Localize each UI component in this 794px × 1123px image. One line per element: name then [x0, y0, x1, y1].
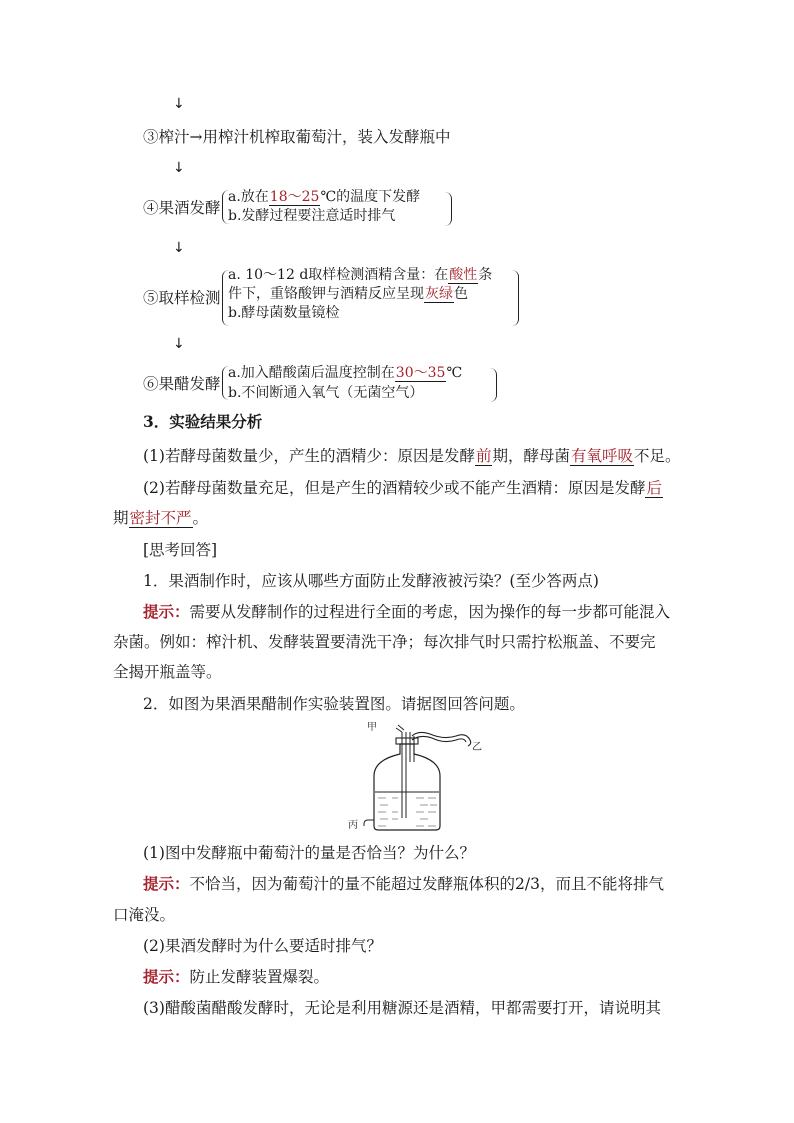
- question-1: 1．果酒制作时，应该从哪些方面防止发酵液被污染？(至少答两点): [143, 572, 599, 590]
- answer-2-1-line-1: 提示：不恰当，因为葡萄汁的量不能超过发酵瓶体积的2/3，而且不能将排气: [143, 874, 664, 893]
- right-brace: [445, 192, 452, 226]
- flow-arrow-3: ↓: [173, 240, 185, 256]
- flow-step-4-a: a.放在18～25℃的温度下发酵: [228, 189, 421, 205]
- highlight-acid: 酸性: [449, 267, 478, 283]
- think-heading: [思考回答]: [143, 541, 218, 559]
- flow-step-4-label: ④果酒发酵: [143, 199, 221, 217]
- question-2: 2．如图为果酒果醋制作实验装置图。请据图回答问题。: [143, 695, 525, 713]
- result-paragraph-2-line-1: (2)若酵母菌数量充足，但是产生的酒精较少或不能产生酒精：原因是发酵后: [143, 479, 662, 497]
- flow-arrow-1: ↓: [173, 96, 185, 112]
- highlight-temp: 18～25: [269, 189, 320, 205]
- flow-arrow-2: ↓: [173, 160, 185, 176]
- answer-1-line-3: 全揭开瓶盖等。: [113, 663, 222, 681]
- flow-step-6-a: a.加入醋酸菌后温度控制在30～35℃: [228, 365, 463, 381]
- flow-step-5-b: b.酵母菌数量镜检: [228, 305, 340, 321]
- label-yi: 乙: [472, 742, 482, 753]
- flow-step-5-label: ⑤取样检测: [143, 289, 221, 307]
- section-heading: 3．实验结果分析: [143, 412, 263, 431]
- flow-arrow-4: ↓: [173, 336, 185, 352]
- question-2-1: (1)图中发酵瓶中葡萄汁的量是否恰当？为什么？: [143, 844, 475, 862]
- result-paragraph-1: (1)若酵母菌数量少，产生的酒精少：原因是发酵前期，酵母菌有氧呼吸不足。: [143, 447, 681, 465]
- answer-1-line-1: 提示：需要从发酵制作的过程进行全面的考虑，因为操作的每一步都可能混入: [143, 602, 671, 621]
- label-bing: 丙: [348, 820, 358, 831]
- flow-step-5-a2: 件下，重铬酸钾与酒精反应呈现灰绿色: [228, 286, 468, 302]
- hint-label: 提示：: [143, 967, 190, 986]
- result-paragraph-2-line-2: 期密封不严。: [113, 509, 209, 527]
- hint-label: 提示：: [143, 602, 190, 621]
- answer-2-1-line-2: 口淹没。: [113, 906, 176, 924]
- hint-label: 提示：: [143, 874, 190, 893]
- fermentation-apparatus-figure: [340, 722, 510, 834]
- flow-step-3: ③榨汁→用榨汁机榨取葡萄汁，装入发酵瓶中: [143, 128, 451, 146]
- answer-2-2: 提示：防止发酵装置爆裂。: [143, 967, 330, 986]
- answer-1-line-2: 杂菌。例如：榨汁机、发酵装置要清洗干净；每次排气时只需拧松瓶盖、不要完: [113, 633, 656, 651]
- question-2-2: (2)果酒发酵时为什么要适时排气？: [143, 937, 382, 955]
- highlight-color: 灰绿: [425, 286, 453, 302]
- label-jia: 甲: [367, 722, 377, 733]
- question-2-3: (3)醋酸菌醋酸发酵时，无论是利用糖源还是酒精，甲都需要打开，请说明其: [143, 999, 661, 1017]
- right-brace: [490, 368, 497, 402]
- flow-step-5-a: a. 10～12 d取样检测酒精含量：在酸性条: [228, 267, 493, 283]
- flow-step-6-b: b.不间断通入氧气（无菌空气）: [228, 385, 424, 401]
- highlight-temp: 30～35: [395, 365, 446, 381]
- flow-step-6-label: ⑥果醋发酵: [143, 375, 221, 393]
- flow-step-4-b: b.发酵过程要注意适时排气: [228, 208, 396, 224]
- right-brace: [512, 270, 519, 326]
